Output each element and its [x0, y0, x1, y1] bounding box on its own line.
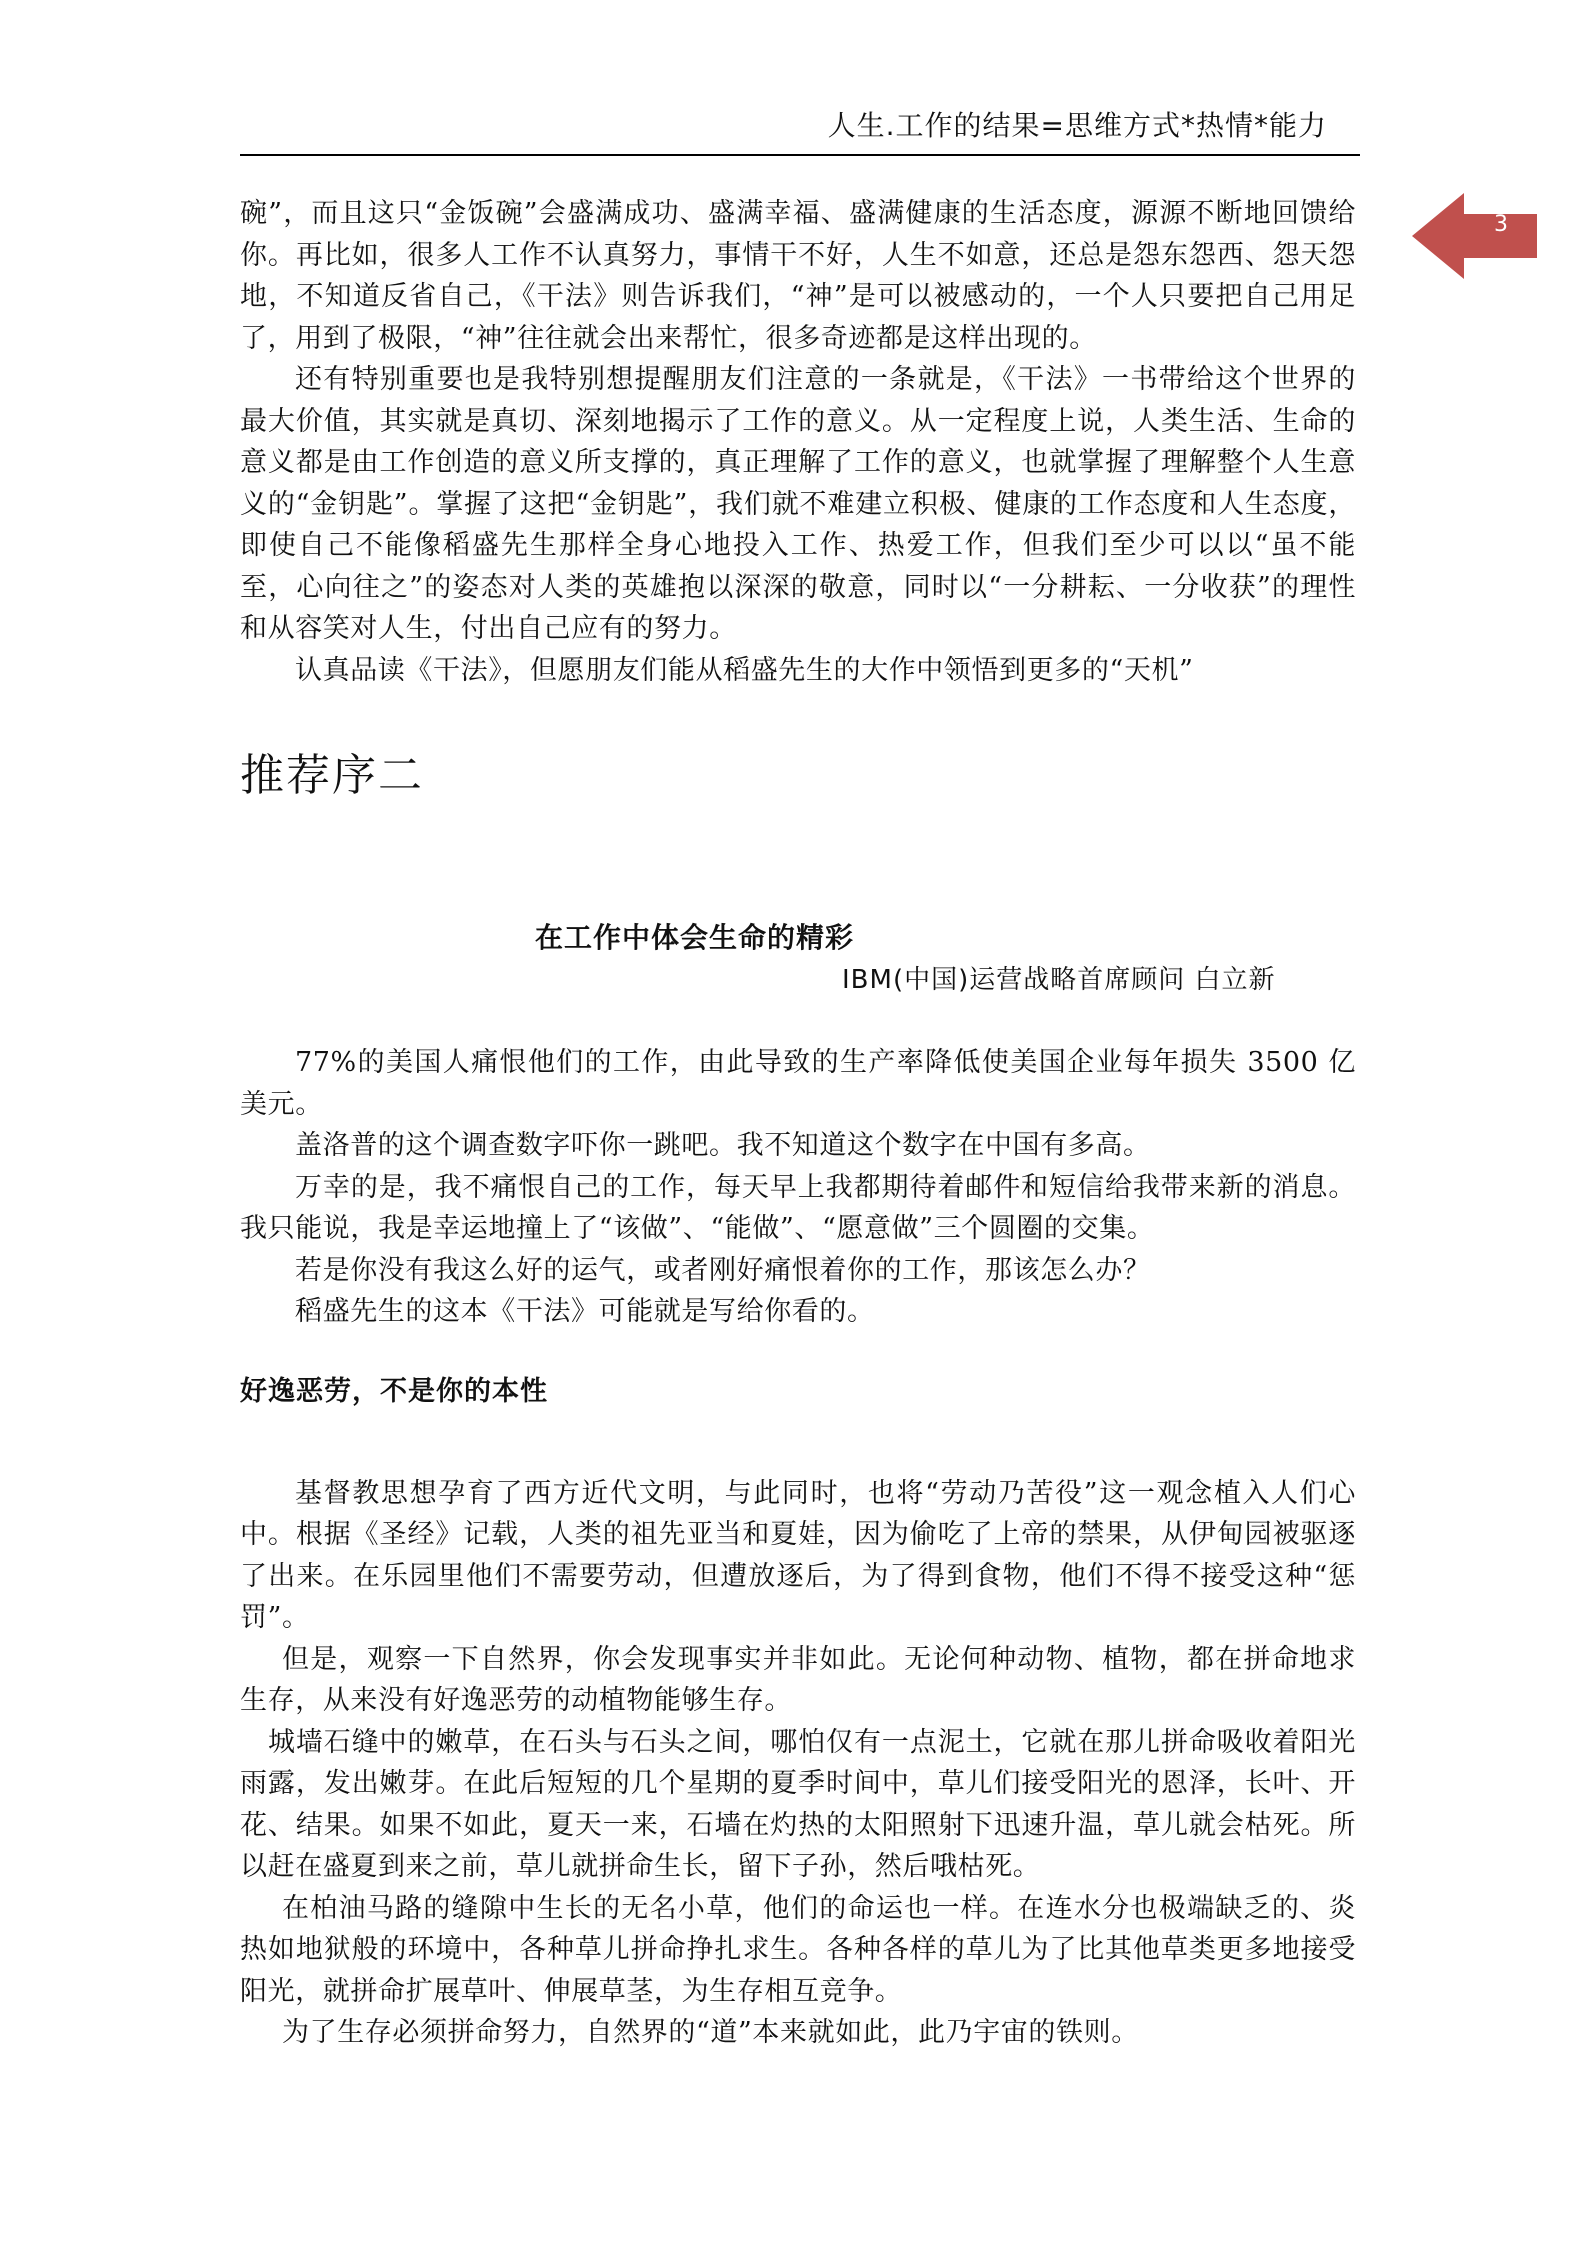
- author-byline: IBM(中国)运营战略首席顾问 白立新: [842, 965, 1276, 995]
- body-paragraph: 为了生存必须拼命努力，自然界的“道”本来就如此，此乃宇宙的铁则。: [282, 2017, 1139, 2048]
- page-content: [240, 193, 1356, 2054]
- essay-intro: [240, 1042, 1356, 1333]
- header-rule: [240, 154, 1360, 156]
- preface1-paragraph: 还有特别重要也是我特别想提醒朋友们注意的一条就是，《干法》一书带给这个世界的最大价值，其实就是真切、深刻地揭示了工作的意义。从一定程度上说，人类生活、生命的意义都是由工作创造的意义所支撑的，真正理解了工作的意义，也就掌握了理解整个人生意义的“金钥匙”。掌握了这把“金钥匙”，我们就不难建立积极、健康的工作态度和人生态度，即使自己不能像稻盛先生那样全身心地投入工作、热爱工作，但我们至少可以以“虽不能至，心向往之”的姿态对人类的英雄抱以深深的敬意，同时以“一分耕耘、一分收获”的理性和从容笑对人生，付出自己应有的努力。: [240, 364, 1356, 644]
- intro-paragraph: 万幸的是，我不痛恨自己的工作，每天早上我都期待着邮件和短信给我带来新的消息。我只能说，我是幸运地撞上了“该做”、“能做”、“愿意做”三个圆圈的交集。: [240, 1171, 1356, 1244]
- section-title: 推荐序二: [240, 750, 424, 801]
- intro-paragraph: 稻盛先生的这本《干法》可能就是写给你看的。: [295, 1296, 875, 1327]
- page-number-tab: [1412, 193, 1537, 279]
- preface1-paragraph: 认真品读《干法》，但愿朋友们能从稻盛先生的大作中领悟到更多的“天机”: [295, 654, 1194, 686]
- intro-paragraph: 77%的美国人痛恨他们的工作，由此导致的生产率降低使美国企业每年损失 3500 亿美元。: [240, 1047, 1356, 1120]
- running-header-title: 人生.工作的结果=思维方式*热情*能力: [827, 109, 1327, 142]
- intro-paragraph: 盖洛普的这个调查数字吓你一跳吧。我不知道这个数字在中国有多高。: [295, 1130, 1151, 1161]
- essay-title: 在工作中体会生命的精彩: [535, 921, 855, 954]
- body-paragraph: 在柏油马路的缝隙中生长的无名小草，他们的命运也一样。在连水分也极端缺乏的、炎热如地狱般的环境中，各种草儿拼命挣扎求生。各种各样的草儿为了比其他草类更多地接受阳光，就拼命扩展草叶、伸展草茎，为生存相互竞争。: [240, 1892, 1356, 2007]
- essay-body: [240, 1473, 1356, 2054]
- intro-paragraph: 若是你没有我这么好的运气，或者刚好痛恨着你的工作，那该怎么办？: [295, 1254, 1151, 1286]
- body-paragraph: 基督教思想孕育了西方近代文明，与此同时，也将“劳动乃苦役”这一观念植入人们心中。根据《圣经》记载，人类的祖先亚当和夏娃，因为偷吃了上帝的禁果，从伊甸园被驱逐了出来。在乐园里他们不需要劳动，但遭放逐后，为了得到食物，他们不得不接受这种“惩罚”。: [240, 1477, 1356, 1633]
- preface1-paragraph: 碗”，而且这只“金饭碗”会盛满成功、盛满幸福、盛满健康的生活态度，源源不断地回馈给你。再比如，很多人工作不认真努力，事情干不好，人生不如意，还总是怨东怨西、怨天怨地，不知道反省自己，《干法》则告诉我们，“神”是可以被感动的，一个人只要把自己用足了，用到了极限，“神”往往就会出来帮忙，很多奇迹都是这样出现的。: [240, 198, 1356, 354]
- subheading: 好逸恶劳，不是你的本性: [240, 1375, 548, 1407]
- page-number: 3: [1494, 212, 1508, 237]
- body-paragraph: 城墙石缝中的嫩草，在石头与石头之间，哪怕仅有一点泥土，它就在那儿拼命吸收着阳光雨露，发出嫩芽。在此后短短的几个星期的夏季时间中，草儿们接受阳光的恩泽，长叶、开花、结果。如果不如此，夏天一来，石墙在灼热的太阳照射下迅速升温，草儿就会枯死。所以赶在盛夏到来之前，草儿就拼命生长，留下子孙，然后哦枯死。: [240, 1726, 1356, 1882]
- body-paragraph: 但是，观察一下自然界，你会发现事实并非如此。无论何种动物、植物，都在拼命地求生存，从来没有好逸恶劳的动植物能够生存。: [240, 1643, 1356, 1716]
